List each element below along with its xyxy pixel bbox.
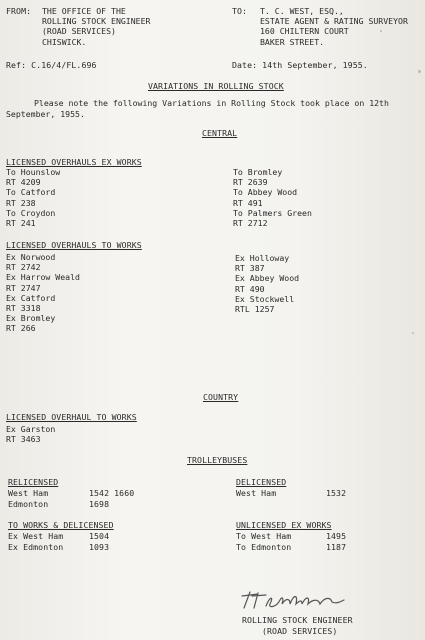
country-heading: COUNTRY: [203, 392, 239, 402]
central-heading: CENTRAL: [202, 128, 238, 138]
to-address: [260, 6, 408, 47]
date: Date: 14th September, 1955.: [232, 60, 368, 70]
to-works-line: Ex Abbey Wood: [235, 273, 300, 284]
ex-works-line: RT 2712: [233, 218, 268, 229]
to-works-delicensed-place: Ex West Ham: [8, 531, 64, 541]
to-works-line: Ex Stockwell: [235, 293, 295, 304]
delicensed-nums: 1532: [326, 488, 347, 498]
unlicensed-nums: 1187: [326, 542, 347, 552]
to-works-line: RT 2747: [6, 282, 41, 293]
ex-works-line: RT 4209: [6, 177, 41, 188]
to-works-line: RT 3318: [6, 303, 41, 314]
to-works-heading: LICENSED OVERHAULS TO WORKS: [6, 240, 142, 250]
ex-works-left: [6, 167, 60, 228]
to-works-line: Ex Holloway: [235, 253, 290, 263]
to-works-delicensed-nums: 1504: [89, 531, 110, 541]
unlicensed-place: To Edmonton: [236, 542, 292, 552]
ex-works-line: RT 491: [233, 197, 263, 208]
reference: Ref: C.16/4/FL.696: [6, 60, 97, 70]
signature-title: ROLLING STOCK ENGINEER: [242, 615, 353, 625]
to-works-right: [235, 253, 299, 314]
signature-subtitle: (ROAD SERVICES): [262, 626, 338, 636]
ex-works-line: RT 241: [6, 218, 36, 229]
ex-works-heading: LICENSED OVERHAULS EX WORKS: [6, 157, 142, 167]
to-works-left: [6, 252, 80, 334]
ex-works-line: To Bromley: [233, 167, 283, 177]
from-line: (ROAD SERVICES): [42, 26, 116, 37]
unlicensed-nums: 1495: [326, 531, 347, 541]
ex-works-line: To Abbey Wood: [233, 187, 298, 198]
from-address: [42, 6, 150, 47]
to-works-line: Ex Norwood: [6, 252, 56, 262]
to-works-line: RT 2742: [6, 262, 41, 273]
signature-scrawl: [240, 590, 350, 612]
from-line: ROLLING STOCK ENGINEER: [42, 16, 151, 27]
to-works-line: RTL 1257: [235, 304, 275, 315]
paper-speck: [418, 70, 421, 73]
delicensed-heading: DELICENSED: [236, 477, 287, 487]
unlicensed-ex-works-heading: UNLICENSED EX WORKS: [236, 520, 332, 530]
delicensed-place: West Ham: [236, 488, 277, 498]
ex-works-line: To Croydon: [6, 207, 56, 218]
document-title: VARIATIONS IN ROLLING STOCK: [148, 81, 284, 91]
to-line: 160 CHILTERN COURT: [260, 26, 349, 37]
paper-speck: [412, 332, 414, 334]
to-line: BAKER STREET.: [260, 36, 325, 47]
ex-works-line: To Catford: [6, 187, 56, 198]
ex-works-right: [233, 167, 312, 228]
to-line: ESTATE AGENT & RATING SURVEYOR: [260, 16, 408, 27]
country-to-works-heading: LICENSED OVERHAUL TO WORKS: [6, 412, 137, 422]
to-works-delicensed-nums: 1093: [89, 542, 110, 552]
to-works-line: RT 387: [235, 263, 265, 274]
ex-works-line: To Hounslow: [6, 167, 61, 177]
to-works-line: RT 266: [6, 323, 36, 334]
relicensed-nums: 1698: [89, 499, 110, 509]
to-works-line: Ex Harrow Weald: [6, 272, 80, 283]
to-works-line: Ex Bromley: [6, 313, 56, 324]
relicensed-heading: RELICENSED: [8, 477, 59, 487]
from-line: CHISWICK.: [42, 36, 87, 47]
intro-paragraph: Please note the following Variations in Rolling Stock took place on 12th September, 1955.: [6, 98, 389, 119]
to-works-delicensed-place: Ex Edmonton: [8, 542, 64, 552]
trolleybuses-heading: TROLLEYBUSES: [187, 455, 248, 465]
to-works-line: Ex Catford: [6, 292, 56, 303]
paper-speck: [380, 30, 382, 32]
relicensed-place: Edmonton: [8, 499, 49, 509]
country-line: RT 3463: [6, 434, 41, 445]
country-line: Ex Garston: [6, 424, 56, 434]
ex-works-line: To Palmers Green: [233, 207, 312, 218]
from-line: THE OFFICE OF THE: [42, 6, 126, 16]
to-works-line: RT 490: [235, 283, 265, 294]
ex-works-line: RT 2639: [233, 177, 268, 188]
ex-works-line: RT 238: [6, 197, 36, 208]
country-to-works-lines: [6, 424, 55, 444]
to-label: TO:: [232, 6, 248, 16]
relicensed-nums: 1542 1660: [89, 488, 135, 498]
to-line: T. C. WEST, ESQ.,: [260, 6, 344, 16]
from-label: FROM:: [6, 6, 32, 16]
to-works-delicensed-heading: TO WORKS & DELICENSED: [8, 520, 114, 530]
unlicensed-place: To West Ham: [236, 531, 292, 541]
relicensed-place: West Ham: [8, 488, 49, 498]
